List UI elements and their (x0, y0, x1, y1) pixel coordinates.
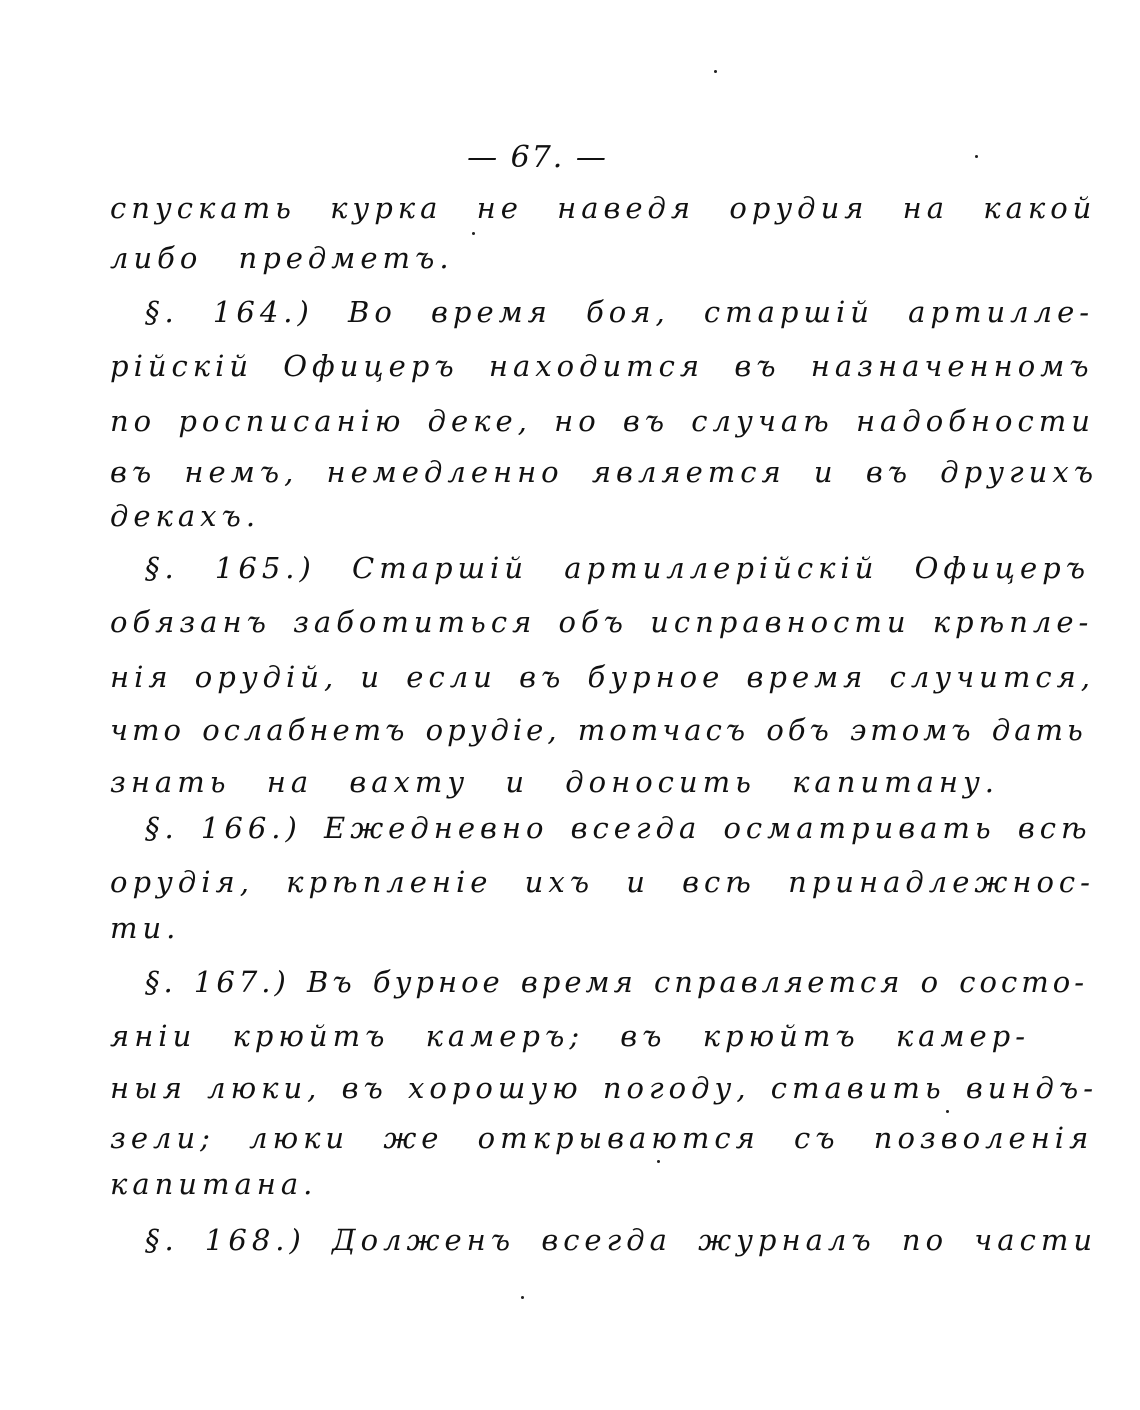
text-line-10: нія орудій, и если въ бурное время случится, (110, 660, 1095, 694)
text-line-14: орудія, крѣпленіе ихъ и всѣ принадлежнос- (110, 865, 1095, 899)
text-line-7: декахъ. (110, 499, 261, 533)
text-line-11: что ослабнетъ орудіе, тотчасъ объ этомъ дать (110, 713, 1087, 747)
text-line-5: по росписанію деке, но въ случаѣ надобности (110, 404, 1095, 438)
text-line-19: зели; люки же открываются съ позволенія (110, 1121, 1094, 1155)
page-number: — 67. — (467, 140, 608, 175)
paper-speck (472, 232, 475, 235)
text-line-17: яніи крюйтъ камеръ; въ крюйтъ камер- (110, 1019, 1031, 1053)
text-line-6: въ немъ, немедленно является и въ другихъ (110, 455, 1099, 489)
text-line-15: ти. (110, 911, 181, 945)
text-line-2: либо предметъ. (110, 241, 454, 275)
text-line-21: §. 168.) Долженъ всегда журналъ по части (145, 1223, 1097, 1257)
text-line-16: §. 167.) Въ бурное время справляется о состо- (145, 965, 1089, 999)
paper-speck (946, 1110, 949, 1113)
paper-speck (521, 1296, 524, 1299)
text-line-12: знать на вахту и доносить капитану. (110, 765, 1000, 799)
paper-speck (714, 70, 717, 73)
paper-speck (657, 1160, 660, 1163)
text-line-4: рійскій Офицеръ находится въ назначенномъ (110, 349, 1094, 383)
text-line-13: §. 166.) Ежедневно всегда осматривать всѣ (145, 811, 1092, 845)
text-line-1: спускать курка не наведя орудия на какой (110, 191, 1097, 225)
text-line-9: обязанъ заботиться объ исправности крѣпле- (110, 605, 1094, 639)
text-line-8: §. 165.) Старшій артиллерійскій Офицеръ (145, 551, 1091, 585)
text-line-18: ныя люки, въ хорошую погоду, ставить виндъ- (110, 1071, 1099, 1105)
text-line-3: §. 164.) Во время боя, старшій артилле- (145, 295, 1095, 329)
paper-speck (975, 155, 978, 158)
text-line-20: капитана. (110, 1167, 318, 1201)
